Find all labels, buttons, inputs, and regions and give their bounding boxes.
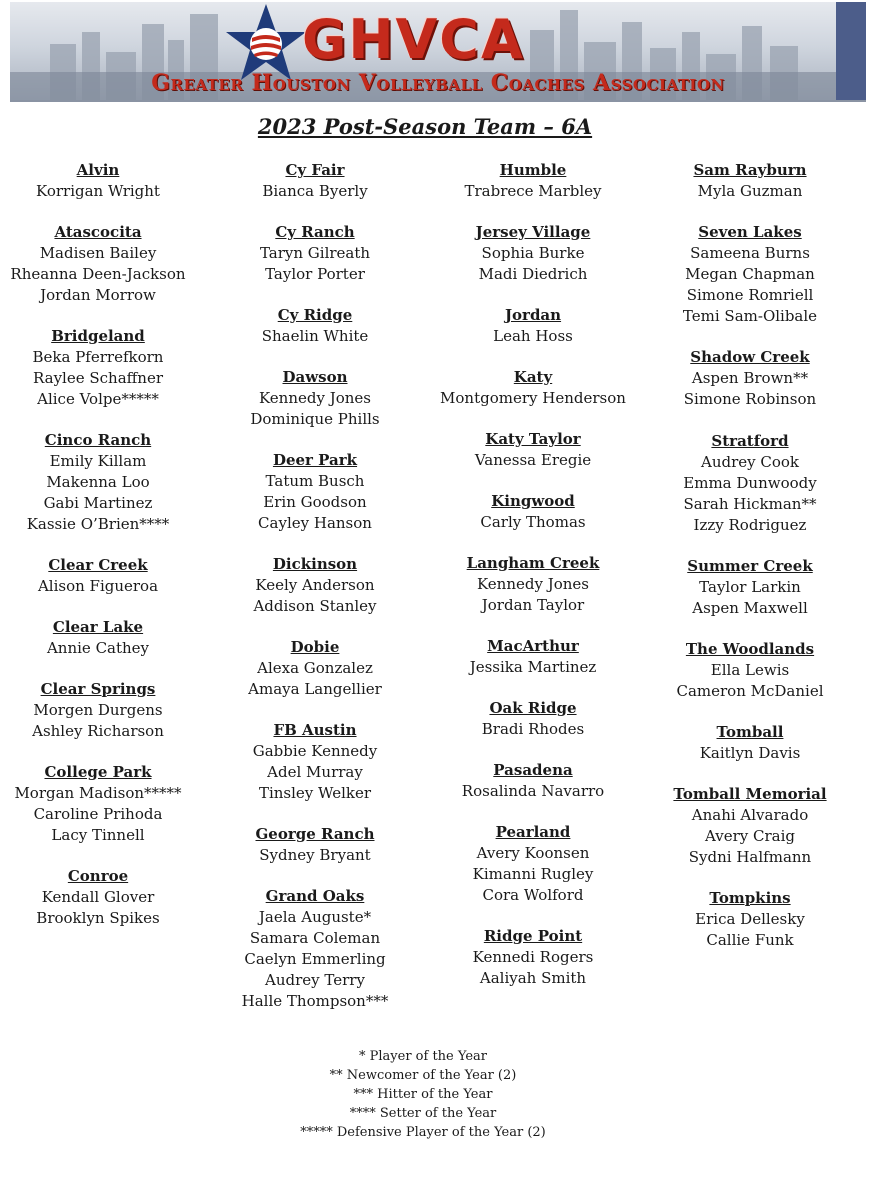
school-name: Dawson [282, 368, 348, 386]
school-block [435, 822, 631, 906]
school-name: Katy Taylor [485, 430, 581, 448]
school-name: Cinco Ranch [44, 431, 152, 449]
player-name: Samara Coleman [249, 929, 381, 947]
player-name: Avery Craig [705, 827, 795, 845]
player-name: Aspen Brown** [691, 369, 809, 387]
player-name: Adel Murray [267, 763, 363, 781]
school-name: Ridge Point [483, 927, 583, 945]
player-name: Jaela Auguste* [258, 908, 372, 926]
school-block [435, 491, 631, 533]
school-block [217, 367, 413, 430]
school-block [0, 160, 196, 202]
school-name: Cy Ridge [277, 306, 353, 324]
team-column-2 [217, 160, 413, 1032]
school-name: Clear Creek [48, 556, 148, 574]
player-name: Montgomery Henderson [440, 389, 626, 407]
school-block [217, 720, 413, 804]
player-name: Ashley Richarson [32, 722, 164, 740]
school-block [652, 431, 848, 536]
player-name: Simone Romriell [686, 286, 814, 304]
player-name: Audrey Cook [700, 453, 799, 471]
school-name: MacArthur [487, 637, 579, 655]
legend-item: **** Setter of the Year [349, 1106, 497, 1121]
player-name: Morgen Durgens [33, 701, 163, 719]
school-block [217, 450, 413, 534]
player-name: Madi Diedrich [478, 265, 588, 283]
school-name: Seven Lakes [698, 223, 802, 241]
player-name: Bradi Rhodes [481, 720, 585, 738]
page-title: 2023 Post-Season Team – 6A [257, 114, 593, 139]
player-name: Rosalinda Navarro [461, 782, 605, 800]
school-block [435, 429, 631, 471]
player-name: Korrigan Wright [36, 182, 160, 200]
player-name: Erica Dellesky [695, 910, 805, 928]
player-name: Trabrece Marbley [464, 182, 602, 200]
school-block [0, 430, 196, 535]
school-block [217, 554, 413, 617]
school-name: Alvin [76, 161, 120, 179]
player-name: Sarah Hickman** [683, 495, 817, 513]
school-block [435, 367, 631, 409]
player-name: Rheanna Deen-Jackson [10, 265, 186, 283]
player-name: Beka Pferrefkorn [32, 348, 164, 366]
school-name: FB Austin [273, 721, 357, 739]
player-name: Halle Thompson*** [241, 992, 389, 1010]
school-name: Dickinson [272, 555, 358, 573]
player-name: Kimanni Rugley [472, 865, 594, 883]
player-name: Caelyn Emmerling [244, 950, 386, 968]
school-block [435, 160, 631, 202]
player-name: Gabbie Kennedy [252, 742, 378, 760]
player-name: Callie Funk [706, 931, 794, 949]
player-name: Taylor Larkin [699, 578, 801, 596]
school-name: Shadow Creek [690, 348, 810, 366]
school-block [217, 160, 413, 202]
school-name: Summer Creek [687, 557, 813, 575]
school-name: Clear Springs [40, 680, 156, 698]
school-block [435, 926, 631, 989]
school-block [217, 637, 413, 700]
player-name: Shaelin White [261, 327, 369, 345]
player-name: Kassie O’Brien**** [26, 515, 170, 533]
school-name: Pasadena [493, 761, 573, 779]
team-column-1 [0, 160, 196, 949]
player-name: Morgan Madison***** [14, 784, 182, 802]
player-name: Caroline Prihoda [33, 805, 163, 823]
player-name: Aspen Maxwell [692, 599, 808, 617]
school-block [435, 698, 631, 740]
player-name: Jessika Martinez [469, 658, 597, 676]
player-name: Kendall Glover [41, 888, 155, 906]
player-name: Raylee Schaffner [32, 369, 164, 387]
school-name: Kingwood [491, 492, 575, 510]
team-column-4 [652, 160, 848, 971]
player-name: Jordan Morrow [40, 286, 156, 304]
school-block [652, 556, 848, 619]
player-name: Tatum Busch [265, 472, 365, 490]
school-name: Deer Park [272, 451, 358, 469]
player-name: Kennedi Rogers [472, 948, 594, 966]
player-name: Annie Cathey [46, 639, 150, 657]
school-block [0, 679, 196, 742]
school-block [652, 222, 848, 327]
player-name: Kennedy Jones [476, 575, 589, 593]
player-name: Brooklyn Spikes [36, 909, 160, 927]
player-name: Alice Volpe***** [37, 390, 159, 408]
school-name: Jordan [504, 306, 562, 324]
team-column-3 [435, 160, 631, 1009]
school-name: Sam Rayburn [693, 161, 807, 179]
player-name: Kaitlyn Davis [699, 744, 801, 762]
school-name: Tomball Memorial [673, 785, 827, 803]
player-name: Dominique Phills [250, 410, 380, 428]
player-name: Megan Chapman [685, 265, 815, 283]
school-block [652, 639, 848, 702]
school-block [217, 824, 413, 866]
player-name: Taryn Gilreath [259, 244, 371, 262]
school-block [217, 886, 413, 1012]
player-name: Gabi Martinez [43, 494, 153, 512]
player-name: Bianca Byerly [262, 182, 368, 200]
player-name: Audrey Terry [265, 971, 365, 989]
player-name: Sydni Halfmann [688, 848, 812, 866]
school-block [652, 160, 848, 202]
school-block [435, 305, 631, 347]
legend-item: *** Hitter of the Year [353, 1087, 493, 1102]
player-name: Izzy Rodriguez [693, 516, 807, 534]
school-block [652, 784, 848, 868]
brand-logo-text: GHVCA [302, 8, 525, 71]
school-name: George Ranch [255, 825, 375, 843]
school-name: Conroe [67, 867, 129, 885]
header-banner [10, 2, 866, 102]
player-name: Lacy Tinnell [51, 826, 145, 844]
player-name: Cayley Hanson [258, 514, 372, 532]
player-name: Temi Sam-Olibale [682, 307, 818, 325]
legend-item: ** Newcomer of the Year (2) [329, 1068, 517, 1083]
player-name: Sophia Burke [481, 244, 585, 262]
player-name: Sameena Burns [690, 244, 810, 262]
player-name: Erin Goodson [263, 493, 367, 511]
player-name: Amaya Langellier [248, 680, 382, 698]
player-name: Anahi Alvarado [691, 806, 809, 824]
player-name: Kennedy Jones [258, 389, 371, 407]
school-name: Bridgeland [51, 327, 145, 345]
school-name: Tompkins [709, 889, 791, 907]
school-name: Clear Lake [52, 618, 144, 636]
player-name: Simone Robinson [683, 390, 817, 408]
school-name: Atascocita [54, 223, 142, 241]
school-block [435, 222, 631, 285]
player-name: Makenna Loo [46, 473, 150, 491]
legend-item: ***** Defensive Player of the Year (2) [300, 1125, 546, 1140]
player-name: Emily Killam [49, 452, 147, 470]
school-name: Grand Oaks [265, 887, 365, 905]
school-block [217, 222, 413, 285]
school-name: Cy Fair [285, 161, 345, 179]
school-name: Langham Creek [466, 554, 600, 572]
player-name: Myla Guzman [697, 182, 803, 200]
award-legend [0, 1047, 846, 1142]
association-name: Greater Houston Volleyball Coaches Association [151, 70, 725, 96]
player-name: Addison Stanley [253, 597, 377, 615]
player-name: Taylor Porter [265, 265, 365, 283]
player-name: Leah Hoss [493, 327, 573, 345]
player-name: Cameron McDaniel [676, 682, 824, 700]
player-name: Aaliyah Smith [479, 969, 587, 987]
school-name: Tomball [716, 723, 784, 741]
school-name: The Woodlands [685, 640, 815, 658]
school-block [0, 866, 196, 929]
school-block [652, 888, 848, 951]
school-name: Oak Ridge [489, 699, 577, 717]
player-name: Jordan Taylor [481, 596, 585, 614]
player-name: Sydney Bryant [259, 846, 371, 864]
school-block [435, 760, 631, 802]
player-name: Alexa Gonzalez [257, 659, 373, 677]
school-name: Stratford [711, 432, 789, 450]
player-name: Madisen Bailey [39, 244, 157, 262]
school-name: Cy Ranch [275, 223, 355, 241]
school-name: Pearland [495, 823, 571, 841]
legend-item: * Player of the Year [359, 1049, 487, 1064]
school-block [0, 617, 196, 659]
player-name: Cora Wolford [482, 886, 584, 904]
school-block [0, 762, 196, 846]
school-block [0, 326, 196, 410]
school-block [652, 347, 848, 410]
school-name: Humble [499, 161, 567, 179]
school-name: College Park [44, 763, 152, 781]
player-name: Avery Koonsen [476, 844, 590, 862]
player-name: Emma Dunwoody [683, 474, 817, 492]
school-name: Jersey Village [475, 223, 591, 241]
school-block [217, 305, 413, 347]
player-name: Tinsley Welker [258, 784, 372, 802]
player-name: Ella Lewis [710, 661, 790, 679]
school-name: Dobie [290, 638, 340, 656]
school-name: Katy [513, 368, 553, 386]
school-block [435, 636, 631, 678]
player-name: Vanessa Eregie [474, 451, 592, 469]
school-block [652, 722, 848, 764]
school-block [0, 555, 196, 597]
school-block [435, 553, 631, 616]
player-name: Carly Thomas [480, 513, 586, 531]
school-block [0, 222, 196, 306]
player-name: Keely Anderson [255, 576, 375, 594]
player-name: Alison Figueroa [37, 577, 159, 595]
